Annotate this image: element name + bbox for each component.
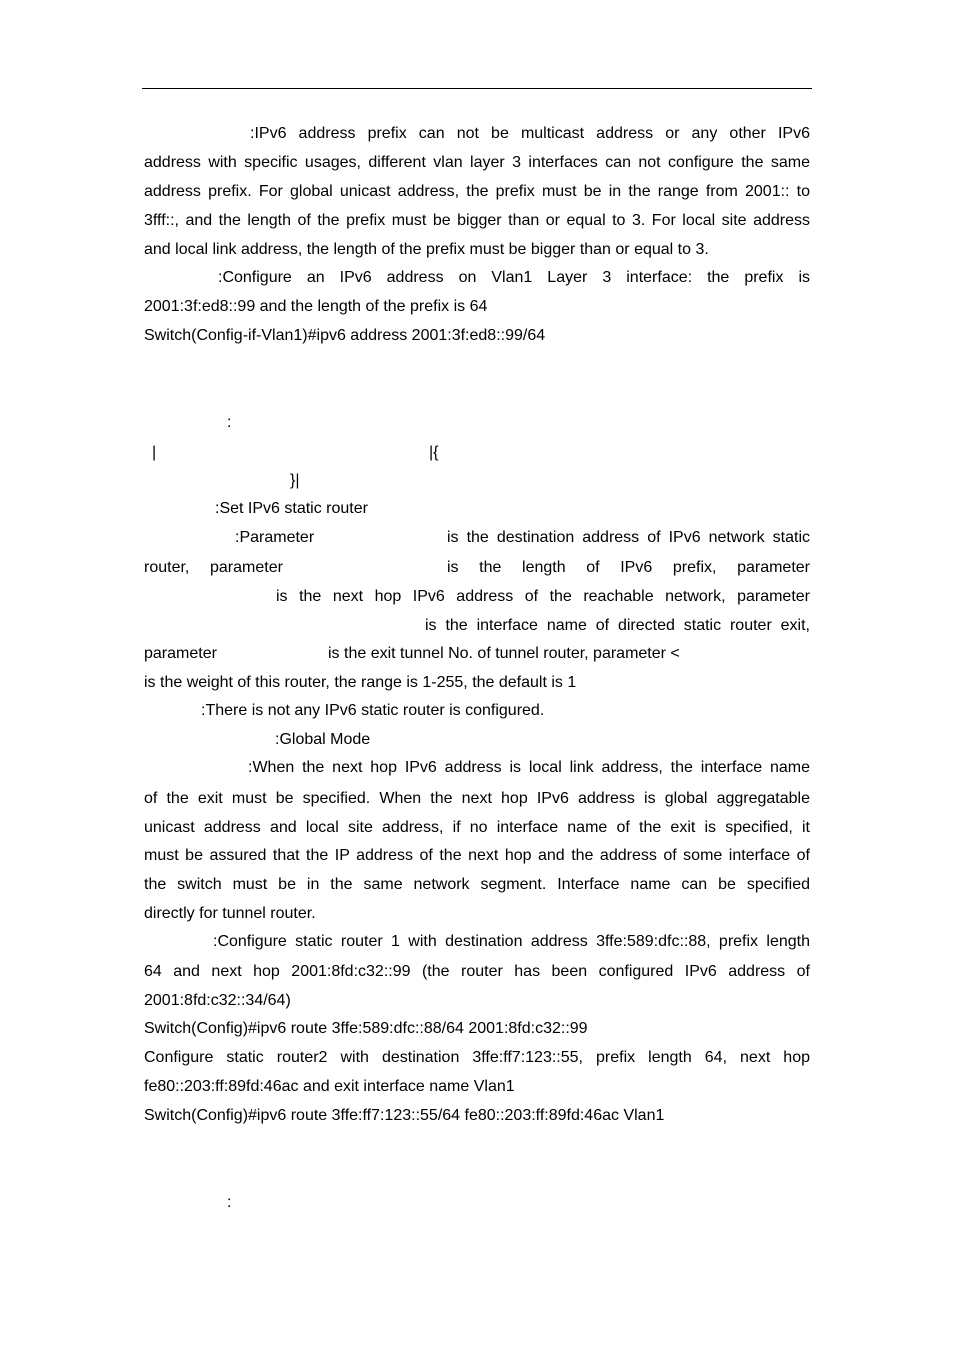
command-line: Switch(Config)#ipv6 route 3ffe:589:dfc::88/64 2001:8fd:c32::99 — [144, 1020, 588, 1037]
function-line: :Set IPv6 static router — [215, 500, 368, 517]
syntax-brace: |{ — [429, 444, 439, 461]
prefix-note-line: and local link address, the length of the prefix must be bigger than or equal to 3. — [144, 241, 709, 258]
parameter-line: is the exit tunnel No. of tunnel router, parameter < — [328, 645, 680, 662]
header-rule — [142, 88, 812, 89]
parameter-line: is the destination address of IPv6 network static — [447, 529, 810, 546]
parameter-line: :Parameter — [235, 529, 315, 546]
parameter-line: is the next hop IPv6 address of the reachable network, parameter — [276, 588, 810, 605]
mode-line: :Global Mode — [275, 731, 371, 748]
example-line: :Configure an IPv6 address on Vlan1 Layer 3 interface: the prefix is — [218, 269, 810, 286]
parameter-line: parameter — [210, 559, 283, 576]
command-line: Switch(Config-if-Vlan1)#ipv6 address 2001:3f:ed8::99/64 — [144, 327, 546, 344]
usage-line: must be assured that the IP address of the next hop and the address of some interface of — [144, 847, 810, 864]
syntax-brace: }| — [290, 472, 300, 489]
example-line: 2001:3f:ed8::99 and the length of the prefix is 64 — [144, 298, 488, 315]
command-line: Switch(Config)#ipv6 route 3ffe:ff7:123::55/64 fe80::203:ff:89fd:46ac Vlan1 — [144, 1107, 665, 1124]
parameter-line: parameter — [144, 645, 217, 662]
example-line: 64 and next hop 2001:8fd:c32::99 (the router has been configured IPv6 address of — [144, 963, 810, 980]
example-line: fe80::203:ff:89fd:46ac and exit interface name Vlan1 — [144, 1078, 515, 1095]
usage-line: unicast address and local site address, if no interface name of the exit is specified, it — [144, 819, 810, 836]
prefix-note-line: address prefix. For global unicast address, the prefix must be in the range from 2001:: to — [144, 183, 810, 200]
usage-line: of the exit must be specified. When the next hop IPv6 address is global aggregatable — [144, 790, 810, 807]
usage-line: directly for tunnel router. — [144, 905, 316, 922]
usage-line: :When the next hop IPv6 address is local link address, the interface name — [248, 759, 810, 776]
default-line: :There is not any IPv6 static router is configured. — [201, 702, 545, 719]
syntax-bar: | — [152, 444, 157, 461]
prefix-note-line: :IPv6 address prefix can not be multicast address or any other IPv6 — [250, 125, 810, 142]
usage-line: the switch must be in the same network segment. Interface name can be specified — [144, 876, 810, 893]
prefix-note-line: 3fff::, and the length of the prefix must be bigger than or equal to 3. For local site address — [144, 212, 810, 229]
section-label: : — [227, 414, 232, 431]
example-line: :Configure static router 1 with destination address 3ffe:589:dfc::88, prefix length — [213, 933, 810, 950]
section-label: : — [227, 1194, 232, 1211]
parameter-line: is the interface name of directed static router exit, — [425, 617, 810, 634]
parameter-line: is the weight of this router, the range is 1-255, the default is 1 — [144, 674, 577, 691]
parameter-line: is the length of IPv6 prefix, parameter — [447, 559, 810, 576]
example-line: 2001:8fd:c32::34/64) — [144, 992, 291, 1009]
example-line: Configure static router2 with destination 3ffe:ff7:123::55, prefix length 64, next hop — [144, 1049, 810, 1066]
prefix-note-line: address with specific usages, different vlan layer 3 interfaces can not configure the same — [144, 154, 810, 171]
parameter-line: router, — [144, 559, 190, 576]
